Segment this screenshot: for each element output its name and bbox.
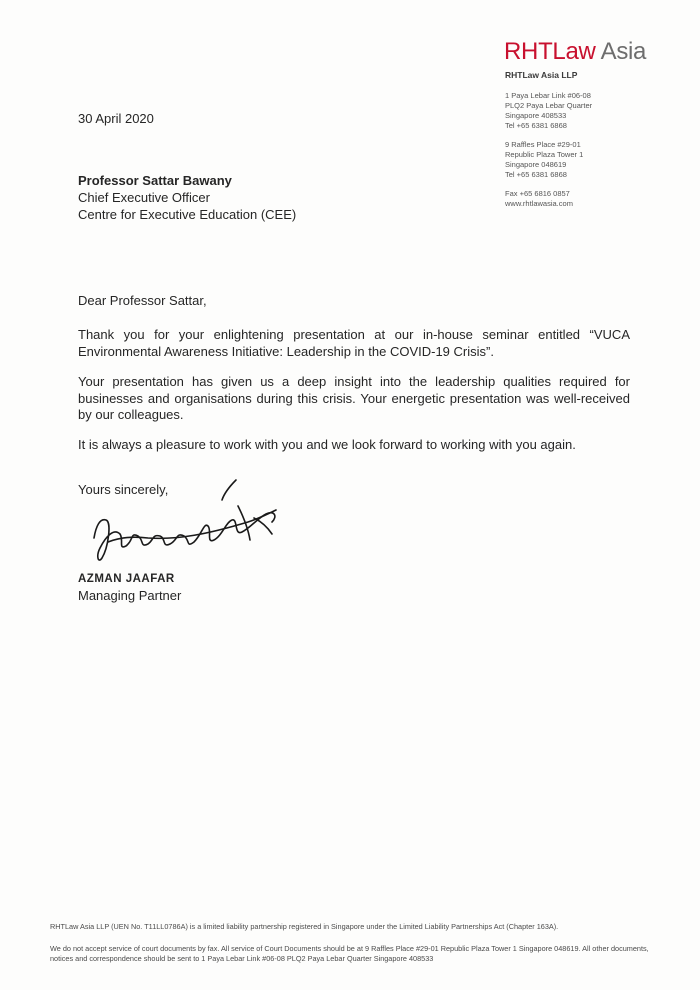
office-address-1: [505, 91, 592, 131]
office-address-2: [505, 140, 583, 180]
footer-registration: RHTLaw Asia LLP (UEN No. T11LL0786A) is a limited liability partnership registered in Singapore under the Limited Liability Partnerships Act (Chapter 163A).: [50, 922, 559, 931]
contact-block: [505, 189, 573, 209]
letter-date: 30 April 2020: [78, 111, 154, 126]
logo-primary: RHTLaw: [504, 38, 596, 65]
signer-name: AZMAN JAAFAR: [78, 573, 175, 585]
closing: Yours sincerely,: [78, 482, 169, 497]
handwritten-signature: [88, 478, 288, 570]
salutation: Dear Professor Sattar,: [78, 293, 207, 308]
body-paragraph-3: It is always a pleasure to work with you and we look forward to working with you again.: [78, 437, 576, 452]
website-link[interactable]: www.rhtlawasia.com: [505, 199, 573, 208]
body-paragraph-2: Your presentation has given us a deep insight into the leadership qualities required for businesses and organisations during this crisis. Your energetic presentation was well-received by our colleagues.: [78, 374, 630, 422]
signer-title: Managing Partner: [78, 588, 182, 603]
office2-tel: Tel +65 6381 6868: [505, 170, 567, 179]
office2-line: 9 Raffles Place #29-01: [505, 140, 581, 149]
recipient-name: Professor Sattar Bawany: [78, 173, 232, 188]
company-logo: [504, 38, 646, 66]
footer-service-notice: We do not accept service of court documents by fax. All service of Court Documents should be at 9 Raffles Place #29-01 Republic Plaza Tower 1 Singapore 048619. All other documents, notices and correspondence should be sent to 1 Paya Lebar Link #06-08 PLQ2 Paya Lebar Quarter Singapore 408533: [50, 944, 649, 963]
body-paragraph-1: Thank you for your enlightening presentation at our in-house seminar entitled “VUCA Environmental Awareness Initiative: Leadership in the COVID-19 Crisis”.: [78, 327, 630, 359]
fax-number: Fax +65 6816 0857: [505, 189, 570, 198]
office1-tel: Tel +65 6381 6868: [505, 121, 567, 130]
office1-line: PLQ2 Paya Lebar Quarter: [505, 101, 593, 110]
office2-line: Republic Plaza Tower 1: [505, 150, 584, 159]
recipient-role: Chief Executive Officer: [78, 190, 210, 205]
office1-line: 1 Paya Lebar Link #06-08: [505, 91, 591, 100]
office1-line: Singapore 408533: [505, 111, 567, 120]
letterhead-entity: RHTLaw Asia LLP: [505, 70, 578, 80]
recipient-block: [78, 172, 296, 223]
recipient-organisation: Centre for Executive Education (CEE): [78, 207, 297, 222]
logo-secondary: Asia: [595, 38, 647, 65]
office2-line: Singapore 048619: [505, 160, 567, 169]
